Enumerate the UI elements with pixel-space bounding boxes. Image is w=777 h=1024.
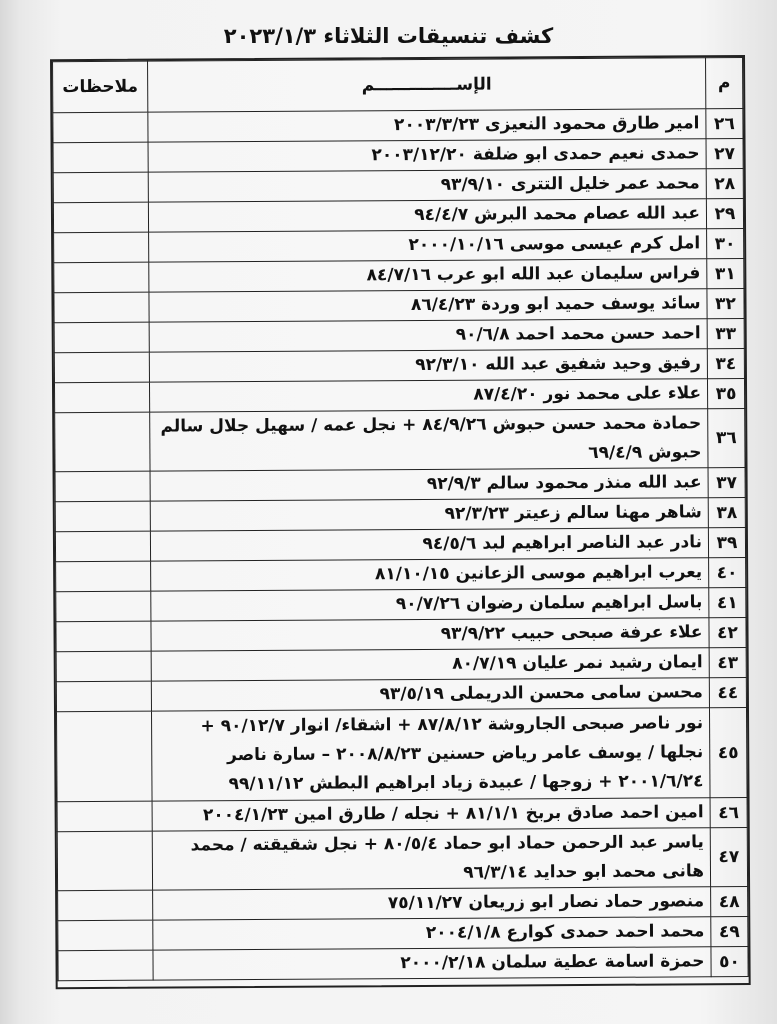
- row-number: ٢٧: [706, 139, 743, 169]
- row-name: علاء على محمد نور ٨٧/٤/٢٠: [149, 379, 707, 412]
- table-row: [54, 259, 744, 293]
- row-number: ٢٨: [706, 169, 743, 199]
- row-name: سائد يوسف حميد ابو وردة ٨٦/٤/٢٣: [149, 289, 707, 322]
- row-name: ياسر عبد الرحمن حماد ابو حماد ٨٠/٥/٤ + نجل شقيقته / محمد هانى محمد ابو حدايد ٩٦/٣/١٤: [152, 828, 710, 890]
- row-number: ٤٢: [709, 618, 746, 648]
- row-name: يعرب ابراهيم موسى الزعانين ٨١/١٠/١٥: [151, 558, 709, 591]
- row-notes: [54, 232, 149, 263]
- row-number: ٣٢: [707, 289, 744, 319]
- row-number: ٤٥: [709, 708, 747, 798]
- row-name: منصور حماد نصار ابو زريعان ٧٥/١١/٢٧: [153, 887, 711, 920]
- row-name: ايمان رشيد نمر عليان ٨٠/٧/١٩: [151, 648, 709, 681]
- row-number: ٤٣: [709, 648, 746, 678]
- roster-sheet: [50, 55, 751, 989]
- table-row: [53, 109, 743, 143]
- row-number: ٤٤: [709, 678, 746, 708]
- row-number: ٤٧: [710, 828, 747, 887]
- row-number: ٣٣: [707, 319, 744, 349]
- table-row: [55, 409, 745, 472]
- row-name: نور ناصر صبحى الجاروشة ٨٧/٨/١٢ + اشقاء/ انوار ٩٠/١٢/٧ + نجلها / يوسف عامر رياض حسنين ٢٠٠٨/٨/٢٣ – سارة ناصر ٢٠٠١/٦/٢٤ + زوجها / عبيدة زياد ابراهيم البطش ٩٩/١١/١٢: [151, 708, 710, 801]
- row-name: علاء عرفة صبحى حبيب ٩٣/٩/٢٢: [151, 618, 709, 651]
- row-notes: [58, 950, 153, 981]
- roster-body: [53, 109, 748, 981]
- table-row: [54, 379, 744, 413]
- header-notes: ملاحظات: [53, 61, 148, 113]
- row-number: ٣٦: [708, 409, 745, 468]
- roster-table: [52, 57, 749, 981]
- row-number: ٣١: [707, 259, 744, 289]
- row-name: محمد احمد حمدى كوارع ٢٠٠٤/١/٨: [153, 917, 711, 950]
- row-number: ٣٩: [708, 528, 745, 558]
- table-row: [56, 648, 746, 682]
- row-notes: [53, 202, 148, 233]
- row-name: امير طارق محمود النعيزى ٢٠٠٣/٣/٢٣: [148, 109, 706, 142]
- table-row: [56, 678, 746, 712]
- row-notes: [54, 292, 149, 323]
- row-number: ٥٠: [711, 946, 748, 976]
- row-name: محمد عمر خليل التترى ٩٣/٩/١٠: [148, 169, 706, 202]
- table-row: [55, 468, 745, 502]
- row-name: رفيق وحيد شفيق عبد الله ٩٢/٣/١٠: [149, 349, 707, 382]
- row-notes: [54, 382, 149, 413]
- row-name: امين احمد صادق بربخ ٨١/١/١ + نجله / طارق امين ٢٠٠٤/١/٢٣: [152, 798, 710, 831]
- row-number: ٤١: [709, 588, 746, 618]
- table-row: [56, 618, 746, 652]
- row-name: نادر عبد الناصر ابراهيم لبد ٩٤/٥/٦: [150, 528, 708, 561]
- table-row: [58, 916, 748, 950]
- row-name: عبد الله منذر محمود سالم ٩٢/٩/٣: [150, 468, 708, 501]
- row-notes: [57, 831, 152, 891]
- row-name: حمدى نعيم حمدى ابو ضلفة ٢٠٠٣/١٢/٢٠: [148, 139, 706, 172]
- row-name: امل كرم عيسى موسى ٢٠٠٠/١٠/١٦: [149, 229, 707, 262]
- table-row: [54, 349, 744, 383]
- row-notes: [55, 471, 150, 502]
- row-number: ٤٩: [711, 916, 748, 946]
- table-row: [56, 588, 746, 622]
- row-notes: [55, 501, 150, 532]
- row-number: ٣٤: [707, 349, 744, 379]
- row-number: ٣٧: [708, 468, 745, 498]
- row-notes: [54, 262, 149, 293]
- row-notes: [53, 112, 148, 143]
- table-row: [56, 558, 746, 592]
- table-row: [53, 169, 743, 203]
- row-notes: [58, 890, 153, 921]
- table-row: [53, 139, 743, 173]
- row-number: ٤٠: [709, 558, 746, 588]
- row-notes: [53, 142, 148, 173]
- row-name: عبد الله عصام محمد البرش ٩٤/٤/٧: [148, 199, 706, 232]
- row-name: باسل ابراهيم سلمان رضوان ٩٠/٧/٢٦: [151, 588, 709, 621]
- row-name: شاهر مهنا سالم زعيتر ٩٢/٣/٢٣: [150, 498, 708, 531]
- row-notes: [56, 711, 152, 802]
- table-row: [53, 199, 743, 233]
- table-row: [57, 798, 747, 832]
- row-notes: [54, 322, 149, 353]
- row-number: ٣٨: [708, 498, 745, 528]
- table-row: [58, 886, 748, 920]
- row-notes: [56, 561, 151, 592]
- row-name: فراس سليمان عبد الله ابو عرب ٨٤/٧/١٦: [149, 259, 707, 292]
- row-number: ٤٨: [711, 886, 748, 916]
- row-number: ٤٦: [710, 798, 747, 828]
- table-row: [58, 946, 748, 980]
- row-number: ٢٦: [706, 109, 743, 139]
- row-notes: [56, 591, 151, 622]
- table-row: [54, 229, 744, 263]
- header-name: الإســــــــــــــم: [148, 58, 706, 112]
- row-number: ٣٠: [707, 229, 744, 259]
- row-notes: [55, 531, 150, 562]
- row-number: ٢٩: [706, 199, 743, 229]
- row-notes: [56, 681, 151, 712]
- row-name: حمزة اسامة عطية سلمان ٢٠٠٠/٢/١٨: [153, 947, 711, 980]
- row-notes: [54, 352, 149, 383]
- row-number: ٣٥: [707, 379, 744, 409]
- header-number: م: [706, 58, 743, 109]
- page-title: كشف تنسيقات الثلاثاء ٢٠٢٣/١/٣: [223, 24, 554, 48]
- row-name: احمد حسن محمد احمد ٩٠/٦/٨: [149, 319, 707, 352]
- row-notes: [56, 651, 151, 682]
- table-row: [55, 528, 745, 562]
- table-row: [55, 498, 745, 532]
- row-notes: [57, 801, 152, 832]
- header-row: [53, 58, 743, 113]
- row-notes: [55, 412, 150, 472]
- table-row: [57, 828, 747, 891]
- row-notes: [56, 621, 151, 652]
- table-row: [54, 319, 744, 353]
- row-notes: [53, 172, 148, 203]
- row-name: محسن سامى محسن الدريملى ٩٣/٥/١٩: [151, 678, 709, 711]
- row-notes: [58, 920, 153, 951]
- row-name: حمادة محمد حسن حبوش ٨٤/٩/٢٦ + نجل عمه / سهيل جلال سالم حبوش ٦٩/٤/٩: [150, 409, 708, 471]
- table-row: [54, 289, 744, 323]
- table-row: [56, 708, 747, 802]
